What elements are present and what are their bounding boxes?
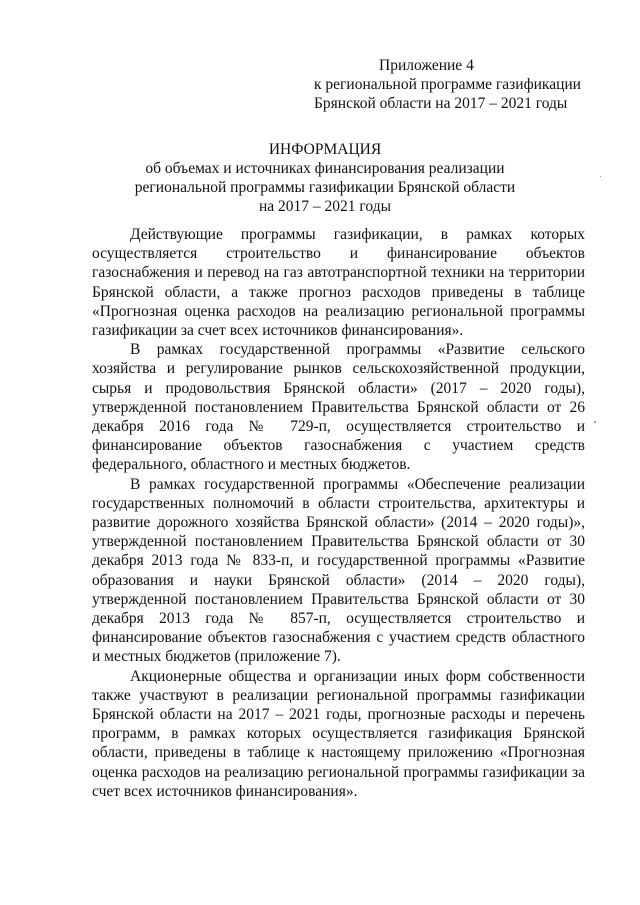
paragraph-3: В рамках государственной программы «Обеспечение реализации государственных полномочий в области строительства, архитектуры и развитие дорожного хозяйства Брянской области» (2014 – 2020 годы)», утвержденной постановлением Правительства Брянской области от 30 декабря 2013 года № 833-п, и государственной программы «Развитие образования и науки Брянской области» (2014 – 2020 годы), утвержденной постановлением Правительства Брянской области от 30 декабря 2013 года № 857-п, осуществляется строительство и финансирование объектов газоснабжения с участием средств областного и местных бюджетов (приложение 7). bbox=[92, 475, 585, 666]
document-body bbox=[92, 225, 585, 801]
appendix-region-years: Брянской области на 2017 – 2021 годы bbox=[314, 95, 568, 112]
document-heading bbox=[92, 140, 558, 216]
scan-speck-small bbox=[600, 176, 601, 177]
paragraph-2: В рамках государственной программы «Развитие сельского хозяйства и регулирование рынков сельскохозяйственной продукции, сырья и продовольствия Брянской области» (2017 – 2020 годы), утвержденной постановлением Правительства Брянской области от 26 декабря 2016 года № 729-п, осуществляется строительство и финансирование объектов газоснабжения с участием средств федерального, областного и местных бюджетов. bbox=[92, 341, 585, 474]
appendix-header bbox=[314, 56, 614, 113]
paragraph-4: Акционерные общества и организации иных форм собственности также участвуют в реализации региональной программы газификации Брянской области на 2017 – 2021 годы, прогнозные расходы и перечень программ, в рамках которых осуществляется газификация Брянской области, приведены в таблице к настоящему приложению «Прогнозная оценка расходов на реализацию региональной программы газификации за счет всех источников финансирования». bbox=[92, 667, 585, 800]
heading-line-2: региональной программы газификации Брянской области bbox=[134, 179, 516, 196]
document-title: ИНФОРМАЦИЯ bbox=[268, 141, 382, 158]
heading-line-1: об объемах и источниках финансирования реализации bbox=[145, 160, 505, 177]
scan-speck bbox=[594, 421, 596, 423]
appendix-number: Приложение 4 bbox=[379, 57, 474, 74]
heading-line-3: на 2017 – 2021 годы bbox=[259, 198, 391, 215]
appendix-program: к региональной программе газификации bbox=[314, 76, 581, 93]
paragraph-1: Действующие программы газификации, в рамках которых осуществляется строительство и финансирование объектов газоснабжения и перевод на газ автотранспортной техники на территории Брянской области, а также прогноз расходов приведены в таблице «Прогнозная оценка расходов на реализацию региональной программы газификации за счет всех источников финансирования». bbox=[92, 226, 585, 340]
